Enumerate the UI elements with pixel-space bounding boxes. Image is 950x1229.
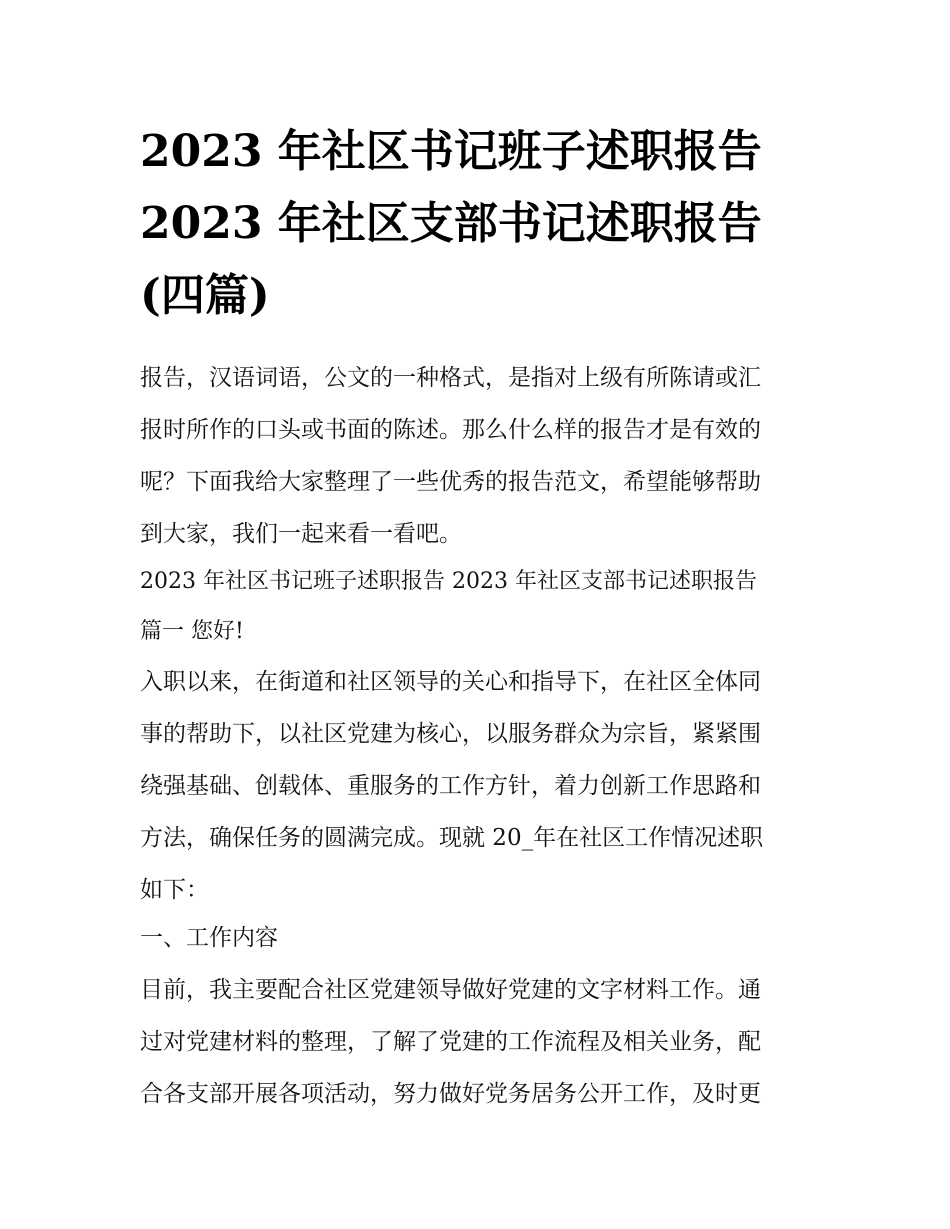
intro-line-2: 报时所作的口头或书面的陈述。那么什么样的报告才是有效的 [140, 417, 761, 443]
intro-line-1: 报告，汉语词语，公文的一种格式，是指对上级有所陈请或汇 [140, 365, 761, 391]
paragraph-1-line-4: 方法，确保任务的圆满完成。现就 20_年在社区工作情况述职 [140, 825, 764, 851]
paragraph-1-line-5: 如下： [140, 877, 209, 903]
document-title [140, 116, 820, 332]
paragraph-2-line-2: 过对党建材料的整理，了解了党建的工作流程及相关业务，配 [140, 1029, 761, 1055]
paragraph-2-line-3: 合各支部开展各项活动，努力做好党务居务公开工作，及时更 [140, 1081, 761, 1107]
title-line-3: (四篇) [140, 270, 270, 321]
paragraph-1-line-3: 绕强基础、创载体、重服务的工作方针，着力创新工作思路和 [140, 773, 761, 799]
intro-line-4: 到大家，我们一起来看一看吧。 [140, 521, 462, 547]
title-line-1: 2023 年社区书记班子述职报告 [140, 126, 762, 177]
paragraph-1-line-1: 入职以来，在街道和社区领导的关心和指导下，在社区全体同 [140, 669, 761, 695]
subheading-text: 一、工作内容 [140, 925, 278, 951]
section-heading-line-1: 2023 年社区书记班子述职报告 2023 年社区支部书记述职报告 [140, 569, 757, 594]
title-line-2: 2023 年社区支部书记述职报告 [140, 198, 762, 249]
section-heading-line-2: 篇一 您好! [140, 619, 244, 644]
intro-line-3: 呢？下面我给大家整理了一些优秀的报告范文，希望能够帮助 [140, 469, 761, 495]
paragraph-1-line-2: 事的帮助下，以社区党建为核心，以服务群众为宗旨，紧紧围 [140, 721, 761, 747]
paragraph-2-line-1: 目前，我主要配合社区党建领导做好党建的文字材料工作。通 [140, 977, 761, 1003]
